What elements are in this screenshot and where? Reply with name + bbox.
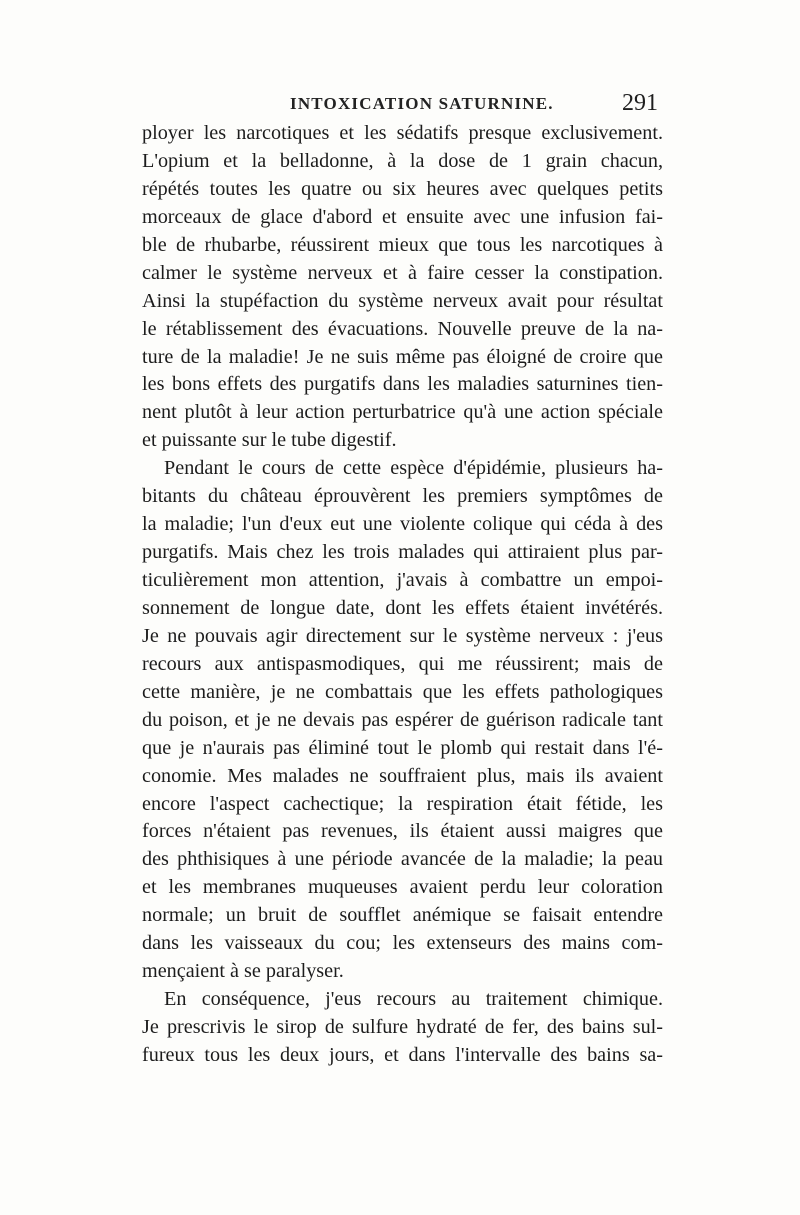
text-line: fureux tous les deux jours, et dans l'intervalle des bains sa-: [142, 1043, 663, 1066]
text-line: ture de la maladie! Je ne suis même pas éloigné de croire que: [142, 345, 663, 368]
text-line: cette manière, je ne combattais que les effets pathologiques: [142, 680, 663, 703]
text-line: le rétablissement des évacuations. Nouvelle preuve de la na-: [142, 317, 663, 340]
text-line: Je ne pouvais agir directement sur le système nerveux : j'eus: [142, 624, 663, 647]
text-line: répétés toutes les quatre ou six heures avec quelques petits: [142, 177, 663, 200]
text-line: Ainsi la stupéfaction du système nerveux avait pour résultat: [142, 289, 663, 312]
text-line: normale; un bruit de soufflet anémique se faisait entendre: [142, 904, 663, 927]
text-line: bitants du château éprouvèrent les premiers symptômes de: [142, 485, 663, 508]
text-line: ble de rhubarbe, réussirent mieux que tous les narcotiques à: [142, 233, 663, 256]
text-line: En conséquence, j'eus recours au traitement chimique.: [164, 988, 663, 1011]
text-line: encore l'aspect cachectique; la respiration était fétide, les: [142, 792, 663, 815]
text-line: et puissante sur le tube digestif.: [142, 429, 397, 452]
text-line: Je prescrivis le sirop de sulfure hydraté de fer, des bains sul-: [142, 1016, 663, 1038]
text-line: ticulièrement mon attention, j'avais à combattre un empoi-: [142, 569, 663, 591]
text-line: du poison, et je ne devais pas espérer de guérison radicale tant: [142, 708, 663, 731]
text-line: dans les vaisseaux du cou; les extenseurs des mains com-: [142, 932, 663, 955]
text-line: que je n'aurais pas éliminé tout le plomb qui restait dans l'é-: [142, 736, 663, 759]
text-line: Pendant le cours de cette espèce d'épidémie, plusieurs ha-: [164, 457, 663, 480]
text-line: purgatifs. Mais chez les trois malades qui attiraient plus par-: [142, 541, 663, 564]
text-line: la maladie; l'un d'eux eut une violente colique qui céda à des: [142, 513, 663, 536]
text-line: et les membranes muqueuses avaient perdu leur coloration: [142, 876, 663, 899]
text-line: les bons effets des purgatifs dans les maladies saturnines tien-: [142, 373, 663, 396]
running-title: INTOXICATION SATURNINE.: [290, 94, 554, 113]
text-line: calmer le système nerveux et à faire cesser la constipation.: [142, 261, 663, 284]
text-line: sonnement de longue date, dont les effets étaient invétérés.: [142, 596, 663, 619]
text-line: L'opium et la belladonne, à la dose de 1 grain chacun,: [142, 149, 663, 172]
text-line: ployer les narcotiques et les sédatifs presque exclusivement.: [142, 122, 663, 144]
text-line: forces n'étaient pas revenues, ils étaient aussi maigres que: [142, 820, 663, 843]
page-number: 291: [622, 90, 658, 116]
text-line: mençaient à se paralyser.: [142, 960, 344, 983]
running-head: [142, 92, 660, 122]
text-line: des phthisiques à une période avancée de la maladie; la peau: [142, 848, 663, 871]
text-line: recours aux antispasmodiques, qui me réussirent; mais de: [142, 652, 663, 675]
text-line: nent plutôt à leur action perturbatrice qu'à une action spéciale: [142, 401, 663, 424]
text-line: conomie. Mes malades ne souffraient plus, mais ils avaient: [142, 764, 663, 787]
text-line: morceaux de glace d'abord et ensuite avec une infusion fai-: [142, 205, 663, 228]
body-text: [142, 120, 663, 1070]
